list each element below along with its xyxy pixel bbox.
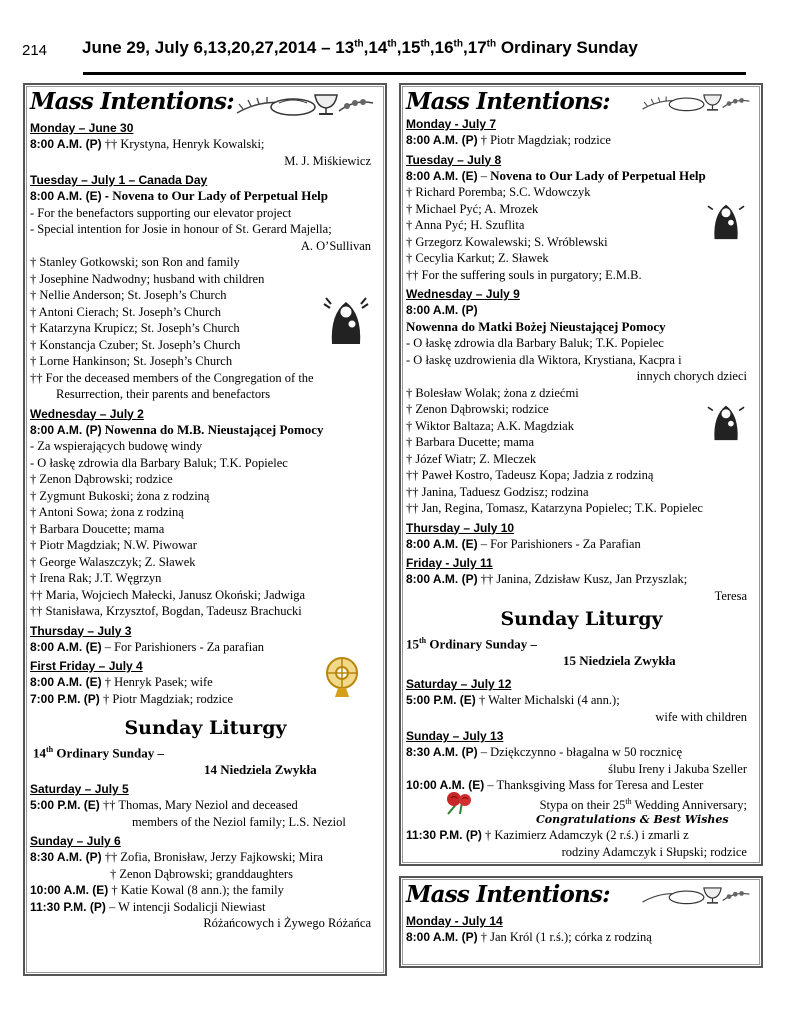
header-sunday-number: 17: [467, 38, 487, 57]
left-tuesday-line: - For the benefactors supporting our elevator project: [30, 205, 292, 220]
right-saturday-sign: wife with children: [655, 709, 747, 724]
right-sunday-sign: ślubu Ireny i Jakuba Szeller: [608, 761, 747, 776]
right-wednesday-line: † Józef Wiatr; Z. Mleczek: [406, 451, 537, 466]
left-sunday-entry: 11:30 P.M. (P) – W intencji Sodalicji Niewiast: [30, 899, 266, 914]
left-sunday-heading: Sunday – July 6: [30, 834, 121, 849]
right-thursday-heading: Thursday – July 10: [406, 520, 515, 535]
right-sunday-liturgy-title: Sunday Liturgy: [500, 608, 663, 630]
right-sunday-sign: rodziny Adamczyk i Słupski; rodzice: [561, 844, 747, 859]
left-monday-entry: 8:00 A.M. (P) †† Krystyna, Henryk Kowalski;: [30, 137, 265, 151]
right-wednesday-line: †† Jan, Regina, Tomasz, Katarzyna Popielec; T.K. Popielec: [406, 501, 703, 515]
right-wednesday-heading: Wednesday – July 9: [406, 287, 520, 301]
right-sunday-cont: Stypa on their 25th Wedding Anniversary;: [539, 796, 747, 812]
left-wednesday-line: † George Walaszczyk; Z. Sławek: [30, 554, 196, 569]
right-monday-heading: Monday - July 7: [406, 117, 497, 131]
right-sunday-heading: Sunday – July 13: [406, 729, 504, 744]
left-tuesday-line: - Special intention for Josie in honour of St. Gerard Majella;: [30, 222, 332, 236]
left-saturday-heading: Saturday – July 5: [30, 782, 129, 797]
bottom-monday-entry: 8:00 A.M. (P) † Jan Król (1 r.ś.); córka z rodziną: [406, 930, 652, 944]
left-mass-intentions-title: Mass Intentions:: [30, 87, 381, 117]
left-tuesday-novena: 8:00 A.M. (E) - Novena to Our Lady of Perpetual Help: [30, 188, 328, 203]
right-tuesday-line: † Michael Pyć; A. Mrozek: [406, 201, 539, 216]
right-wednesday-line: †† Janina, Taduesz Godzisz; rodzina: [406, 484, 589, 499]
left-wednesday-line: †† Stanisława, Krzysztof, Bogdan, Tadeusz Brachucki: [30, 604, 302, 618]
left-ordinary-sunday-pl: 14 Niedziela Zwykła: [204, 762, 317, 778]
right-friday-sign: Teresa: [714, 588, 747, 603]
our-lady-icon: [706, 399, 746, 445]
right-mass-intentions-title: Mass Intentions:: [406, 87, 757, 117]
left-wednesday-line: † Piotr Magdziak; N.W. Piwowar: [30, 538, 197, 552]
right-tuesday-heading: Tuesday – July 8: [406, 152, 502, 167]
right-wednesday-line: † Barbara Ducette; mama: [406, 435, 535, 449]
left-wednesday-line: †† Maria, Wojciech Małecki, Janusz Okoński; Jadwiga: [30, 587, 306, 602]
right-wednesday-novena: Nowenna do Matki Bożej Nieustającej Pomocy: [406, 318, 666, 334]
left-sunday-sign: Różańcowych i Żywego Różańca: [203, 916, 371, 931]
right-wednesday-line: †† Paweł Kostro, Tadeusz Kopa; Jadzia z rodziną: [406, 468, 654, 482]
header-sunday-suffix: th: [420, 38, 430, 50]
right-saturday-heading: Saturday – July 12: [406, 677, 512, 692]
header-separator: ,: [396, 38, 402, 57]
header-sunday-suffix: th: [354, 38, 364, 50]
left-thursday-heading: Thursday – July 3: [30, 623, 132, 638]
header-sunday-numbers: [335, 38, 496, 57]
right-wednesday-line: † Zenon Dąbrowski; rodzice: [406, 402, 549, 416]
left-tuesday-deceased: †† For the deceased members of the Congregation of the: [30, 370, 314, 385]
right-ordinary-sunday-pl: 15 Niedziela Zwykła: [563, 653, 676, 669]
right-thursday-entry: 8:00 A.M. (E) – For Parishioners - Za Parafian: [406, 536, 641, 551]
left-tuesday-sign: A. O’Sullivan: [300, 238, 371, 253]
header-sunday-suffix: th: [453, 38, 463, 50]
right-monday-entry: 8:00 A.M. (P) † Piotr Magdziak; rodzice: [406, 133, 611, 147]
left-monday-sign: M. J. Miśkiewicz: [284, 153, 371, 168]
page-number: 214: [22, 42, 48, 59]
header-sunday-suffix: th: [387, 38, 397, 50]
left-wednesday-line: † Antoni Sowa; żona z rodziną: [30, 505, 184, 519]
our-lady-icon: [322, 294, 370, 350]
left-saturday-entry: 5:00 P.M. (E) †† Thomas, Mary Neziol and deceased: [30, 798, 298, 813]
right-sunday-entry: 8:30 A.M. (P) – Dziękczynno - błagalna w 50 rocznicę: [406, 745, 683, 760]
left-sunday-cont: † Zenon Dąbrowski; granddaughters: [110, 866, 293, 881]
right-tuesday-novena: 8:00 A.M. (E) – Novena to Our Lady of Perpetual Help: [406, 167, 706, 183]
right-wednesday-sign: innych chorych dzieci: [636, 369, 747, 383]
right-wednesday-line: † Bolesław Wolak; żona z dziećmi: [406, 385, 579, 400]
left-tuesday-deceased: † Stanley Gotkowski; son Ron and family: [30, 255, 240, 269]
our-lady-icon: [706, 198, 746, 244]
left-tuesday-deceased: † Konstancja Czuber; St. Joseph’s Church: [30, 337, 241, 352]
bottom-right-box: [399, 876, 763, 968]
left-ordinary-sunday: 14th Ordinary Sunday –: [33, 745, 165, 761]
left-column: [23, 83, 387, 976]
right-ordinary-sunday: 15th Ordinary Sunday –: [406, 636, 538, 652]
header-sunday-number: 14: [368, 38, 388, 57]
left-tuesday-deceased: † Josephine Nadwodny; husband with children: [30, 271, 265, 286]
header-title-start: June 29, July 6,13,20,27,2014 –: [82, 38, 336, 57]
right-friday-heading: Friday - July 11: [406, 556, 493, 570]
left-tuesday-cont: Resurrection, their parents and benefactors: [56, 387, 271, 401]
header-sunday-number: 13: [335, 38, 355, 57]
header-title-end: Ordinary Sunday: [496, 38, 638, 57]
right-wednesday-line: - O łaskę zdrowia dla Barbary Baluk; T.K. Popielec: [406, 336, 664, 350]
bread-chalice-ornament-icon: [641, 884, 751, 906]
left-friday-entry: 8:00 A.M. (E) † Henryk Pasek; wife: [30, 675, 213, 689]
right-friday-entry: 8:00 A.M. (P) †† Janina, Zdzisław Kusz, Jan Przyszlak;: [406, 572, 688, 586]
left-tuesday-deceased: † Nellie Anderson; St. Joseph’s Church: [30, 288, 227, 302]
left-wednesday-line: † Barbara Doucette; mama: [30, 521, 165, 536]
header-rule: [83, 72, 746, 75]
right-sunday-entry: 10:00 A.M. (E) – Thanksgiving Mass for Teresa and Lester: [406, 778, 704, 793]
left-monday-heading: Monday – June 30: [30, 121, 134, 135]
left-friday-heading: First Friday – July 4: [30, 659, 143, 673]
bread-chalice-ornament-icon: [641, 91, 751, 113]
right-tuesday-line: † Richard Poremba; S.C. Wdowczyk: [406, 185, 591, 199]
left-sunday-liturgy-title: Sunday Liturgy: [124, 717, 287, 739]
left-tuesday-heading: Tuesday – July 1 – Canada Day: [30, 173, 208, 187]
left-wednesday-heading: Wednesday – July 2: [30, 406, 144, 421]
left-wednesday-novena: 8:00 A.M. (P) Nowenna do M.B. Nieustającej Pomocy: [30, 421, 324, 437]
left-sunday-entry: 10:00 A.M. (E) † Katie Kowal (8 ann.); the family: [30, 883, 284, 898]
left-friday-entry: 7:00 P.M. (P) † Piotr Magdziak; rodzice: [30, 691, 234, 706]
roses-icon: [442, 790, 476, 816]
page-header: [82, 38, 638, 58]
right-tuesday-line: † Cecylia Karkut; Z. Sławek: [406, 251, 549, 265]
congratulations-text: Congratulations & Best Wishes: [536, 813, 729, 827]
bottom-mass-intentions-title: Mass Intentions:: [406, 880, 757, 910]
left-wednesday-line: † Irena Rak; J.T. Węgrzyn: [30, 571, 162, 585]
right-wednesday-time: 8:00 A.M. (P): [406, 303, 478, 317]
left-tuesday-deceased: † Katarzyna Krupicz; St. Joseph’s Church: [30, 321, 240, 335]
bottom-monday-heading: Monday - July 14: [406, 914, 503, 928]
left-sunday-entry: 8:30 A.M. (P) †† Zofia, Bronisław, Jerzy Fajkowski; Mira: [30, 850, 323, 865]
right-wednesday-line: - O łaskę uzdrowienia dla Wiktora, Krystiana, Kacpra i: [406, 352, 682, 367]
right-wednesday-line: † Wiktor Baltaza; A.K. Magdziak: [406, 418, 574, 433]
bread-chalice-ornament-icon: [235, 91, 375, 117]
header-separator: ,: [429, 38, 435, 57]
right-saturday-entry: 5:00 P.M. (E) † Walter Michalski (4 ann.);: [406, 693, 620, 708]
monstrance-icon: [324, 655, 360, 699]
left-tuesday-deceased: † Lorne Hankinson; St. Joseph’s Church: [30, 354, 233, 368]
left-wednesday-line: - Za wspierających budowę windy: [30, 439, 203, 453]
header-separator: ,: [463, 38, 468, 57]
header-sunday-number: 15: [401, 38, 421, 57]
left-tuesday-deceased: † Antoni Cierach; St. Joseph’s Church: [30, 304, 221, 319]
header-sunday-number: 16: [434, 38, 454, 57]
right-sunday-entry: 11:30 P.M. (P) † Kazimierz Adamczyk (2 r.ś.) i zmarli z: [406, 828, 689, 843]
right-tuesday-line: † Anna Pyć; H. Szuflita: [406, 218, 525, 232]
left-saturday-cont: members of the Neziol family; L.S. Neziol: [132, 814, 346, 829]
left-wednesday-line: † Zenon Dąbrowski; rodzice: [30, 472, 173, 486]
left-thursday-entry: 8:00 A.M. (E) – For Parishioners - Za parafian: [30, 639, 265, 654]
right-column: [399, 83, 763, 866]
right-tuesday-line: † Grzegorz Kowalewski; S. Wróblewski: [406, 234, 608, 249]
header-sunday-suffix: th: [486, 38, 497, 50]
left-wednesday-line: † Zygmunt Bukoski; żona z rodziną: [30, 488, 210, 503]
right-tuesday-line: †† For the suffering souls in purgatory; E.M.B.: [406, 267, 642, 282]
header-separator: ,: [363, 38, 369, 57]
left-wednesday-line: - O łaskę zdrowia dla Barbary Baluk; T.K. Popielec: [30, 455, 288, 470]
